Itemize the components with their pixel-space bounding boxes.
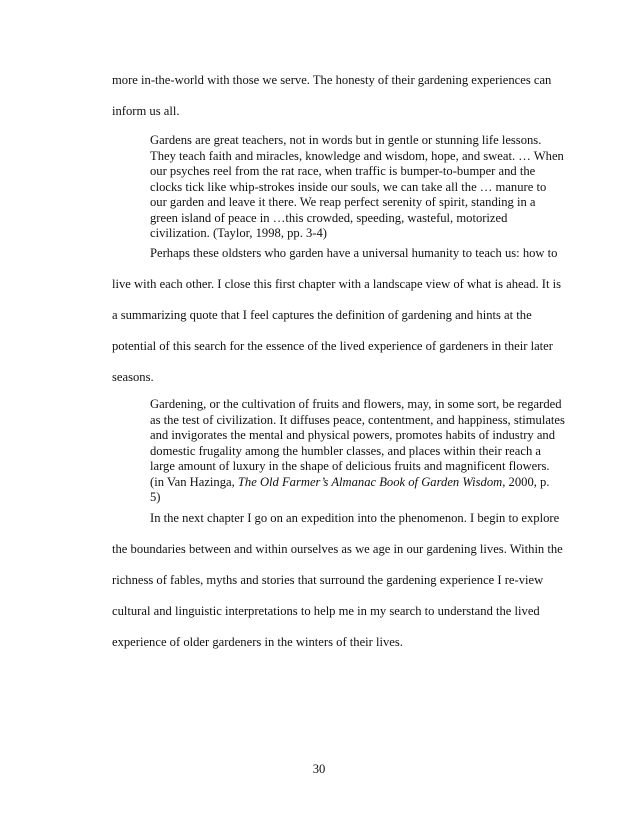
body-text-line: a summarizing quote that I feel captures the definition of gardening and hints at the (112, 308, 532, 322)
body-text-line: cultural and linguistic interpretations to help me in my search to understand the lived (112, 604, 540, 618)
quote-line: They teach faith and miracles, knowledge and wisdom, hope, and sweat. … When (150, 148, 564, 163)
quote-line: large amount of luxury in the shape of delicious fruits and magnificent flowers. (150, 459, 550, 473)
body-text-line: potential of this search for the essence of the lived experience of gardeners in their later (112, 339, 553, 353)
quote-line: civilization. (Taylor, 1998, pp. 3-4) (150, 226, 327, 240)
quote-line: as the test of civilization. It diffuses peace, contentment, and happiness, stimulates (150, 412, 565, 427)
block-quote (150, 397, 565, 506)
citation-prefix: (in Van Hazinga, (150, 474, 238, 489)
block-quote (150, 133, 564, 242)
page-number: 30 (312, 762, 326, 776)
quote-line: our psyches reel from the rat race, when traffic is bumper-to-bumper and the (150, 164, 536, 178)
quote-line: Gardens are great teachers, not in words but in gentle or stunning life lessons. (150, 133, 542, 147)
quote-line: Gardening, or the cultivation of fruits and flowers, may, in some sort, be regarded (150, 397, 562, 411)
quote-line: domestic frugality among the humbler classes, and places within their reach a (150, 443, 541, 458)
body-text-line: Perhaps these oldsters who garden have a universal humanity to teach us: how to (150, 246, 558, 260)
body-text-line: seasons. (112, 370, 154, 384)
body-text-line: In the next chapter I go on an expedition into the phenomenon. I begin to explore (150, 511, 560, 525)
body-text-line: the boundaries between and within ourselves as we age in our gardening lives. Within the (112, 542, 563, 556)
body-text-line: experience of older gardeners in the winters of their lives. (112, 635, 403, 649)
citation-suffix: , 2000, p. (502, 474, 550, 489)
quote-citation (150, 475, 560, 491)
quote-line: green island of peace in …this crowded, speeding, wasteful, motorized (150, 210, 508, 225)
body-text-line: inform us all. (112, 104, 180, 118)
body-text-line: more in-the-world with those we serve. The honesty of their gardening experiences can (112, 73, 552, 87)
quote-line: clocks tick like whip-strokes inside our souls, we can take all the … manure to (150, 179, 547, 194)
citation-book-title: The Old Farmer’s Almanac Book of Garden Wisdom (237, 474, 503, 489)
quote-citation-end: 5) (150, 490, 161, 504)
quote-line: our garden and leave it there. We reap perfect serenity of spirit, standing in a (150, 195, 536, 209)
quote-line: and invigorates the mental and physical powers, promotes habits of industry and (150, 428, 556, 442)
body-text-line: richness of fables, myths and stories that surround the gardening experience I re-view (112, 573, 544, 587)
body-text-line: live with each other. I close this first chapter with a landscape view of what is ahead. It is (112, 277, 562, 291)
